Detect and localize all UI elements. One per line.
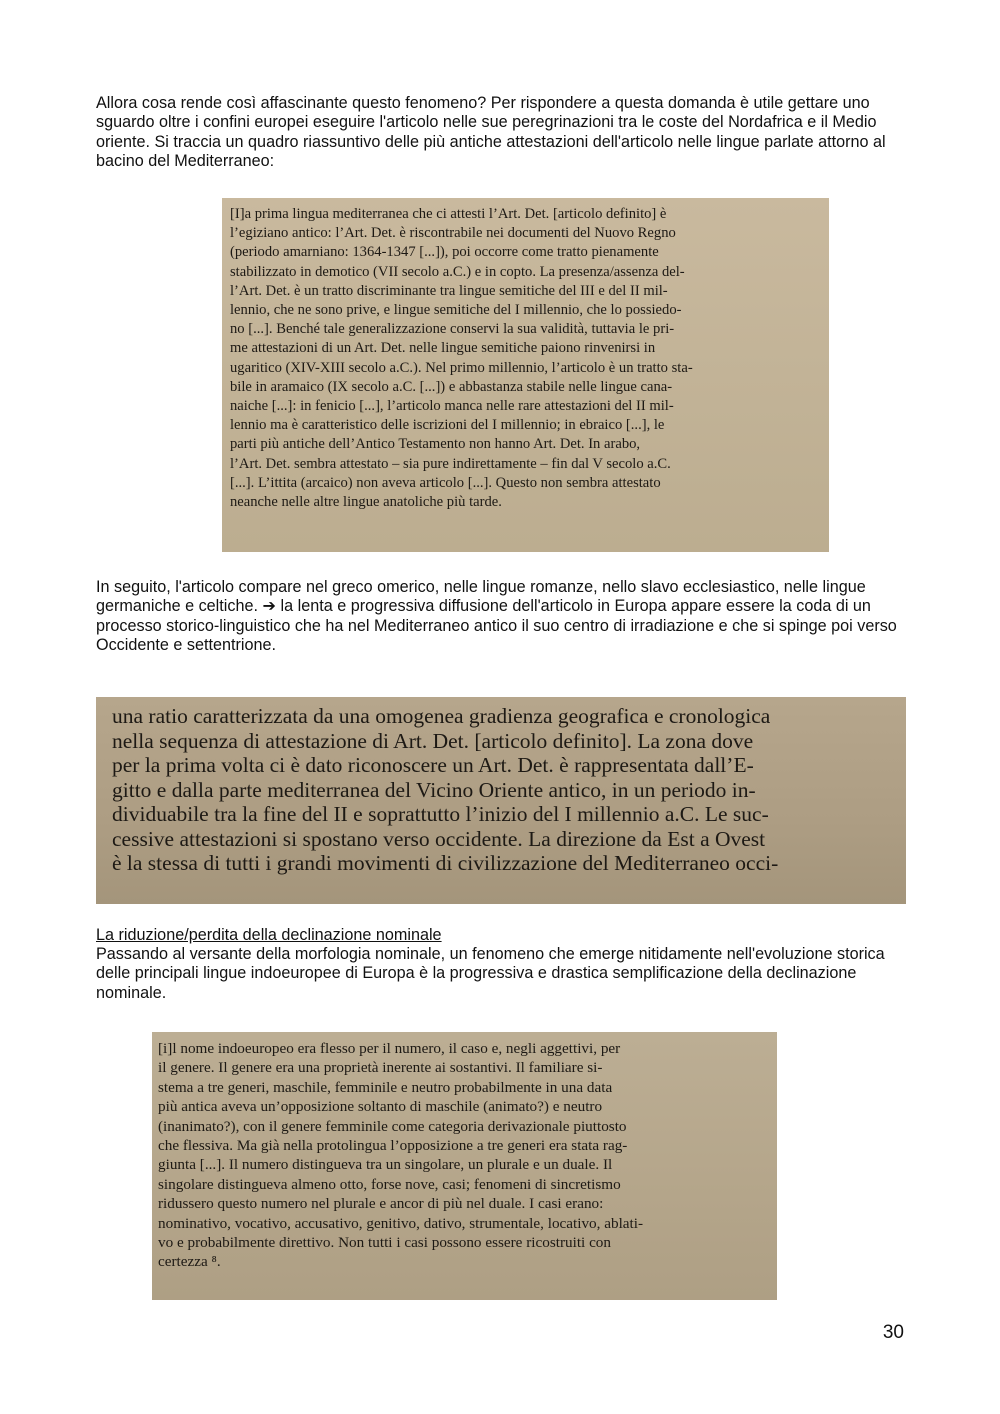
quote-line: è la stessa di tutti i grandi movimenti di civilizzazione del Mediterraneo occi- [112,851,779,875]
quote-line: no [...]. Benché tale generalizzazione conservi la sua validità, tuttavia le pri- [230,321,675,338]
quote-line: stabilizzato in demotico (VII secolo a.C.) e in copto. La presenza/assenza del- [230,263,685,280]
quote-line: bile in aramaico (IX secolo a.C. [...]) e abbastanza stabile nelle lingue cana- [230,378,673,395]
quote-line: l’Art. Det. sembra attestato – sia pure indirettamente – fin dal V secolo a.C. [230,455,671,472]
quote-line: naiche [...]: in fenicio [...], l’articolo manca nelle rare attestazioni del II mil- [230,398,674,415]
quote-line: più antica aveva un’opposizione soltanto di maschile (animato?) e neutro [158,1098,603,1116]
quote-line: giunta [...]. Il numero distingueva tra un singolare, un plurale e un duale. Il [158,1156,613,1174]
section-heading: La riduzione/perdita della declinazione nominale [96,926,442,944]
quote-line: singolare distingueva almeno otto, forse nove, casi; fenomeni di sincretismo [158,1175,621,1193]
quote-line: me attestazioni di un Art. Det. nelle lingue semitiche paiono rinvenirsi in [230,340,656,357]
diffusion-paragraph: In seguito, l'articolo compare nel greco omerico, nelle lingue romanze, nello slavo ecclesiastico, nelle lingue germaniche e celtiche. ➔ la lenta e progressiva diffusione dell'articolo in Europa appare essere la coda di un processo storico-linguistico che ha nel Mediterraneo antico il suo centro di irradiazione e che si spinge poi verso Occidente e settentrione. [96,578,897,655]
intro-paragraph: Allora cosa rende così affascinante questo fenomeno? Per rispondere a questa domanda è utile gettare uno sguardo oltre i confini europei eseguire l'articolo nelle sue peregrinazioni tra le coste del Nordafrica e il Medio oriente. Si traccia un quadro riassuntivo delle più antiche attestazioni dell'articolo nelle lingue parlate attorno al bacino del Mediterraneo: [96,94,886,171]
quote-line: dividuabile tra la fine del II e soprattutto l’inizio del I millennio a.C. Le suc- [112,802,769,826]
quote-line: nella sequenza di attestazione di Art. Det. [articolo definito]. La zona dove [112,728,754,753]
quote-line: l’egiziano antico: l’Art. Det. è riscontrabile nei documenti del Nuovo Regno [230,225,676,242]
quote-line: una ratio caratterizzata da una omogenea gradienza geografica e cronologica [112,704,771,728]
scanned-quote-gradienza [96,697,906,904]
quote-line: certezza ⁸. [158,1253,221,1271]
quote-line: per la prima volta ci è dato riconoscere un Art. Det. è rappresentata dall’E- [112,753,754,777]
quote-line: [i]l nome indoeuropeo era flesso per il numero, il caso e, negli aggettivi, per [158,1040,621,1057]
quote-line: [...]. L’ittita (arcaico) non aveva articolo [...]. Questo non sembra attestato [230,474,661,491]
quote-line: il genere. Il genere era una proprietà inerente ai sostantivi. Il familiare si- [158,1059,603,1077]
quote-line: vo e probabilmente direttivo. Non tutti i casi possono essere ricostruiti con [158,1234,611,1252]
quote-line: gitto e dalla parte mediterranea del Vicino Oriente antico, in un periodo in- [112,777,756,802]
quote-line: stema a tre generi, maschile, femminile e neutro probabilmente in una data [158,1078,613,1096]
quote-line: [I]a prima lingua mediterranea che ci attesti l’Art. Det. [articolo definito] è [230,206,667,222]
page-number: 30 [882,1322,904,1343]
quote-line: lennio ma è caratteristico delle iscrizioni del I millennio; in ebraico [...], le [230,417,665,434]
declension-paragraph: Passando al versante della morfologia nominale, un fenomeno che emerge nitidamente nell'evoluzione storica delle principali lingue indoeuropee di Europa è la progressiva e drastica semplificazione della declinazione nominale. [96,945,885,1002]
quote-line: (periodo amarniano: 1364-1347 [...]), poi occorre come tratto pienamente [230,244,659,261]
quote-line: parti più antiche dell’Antico Testamento non hanno Art. Det. In arabo, [230,436,641,453]
quote-line: lennio, che ne sono prive, e lingue semitiche del I millennio, che lo possiedo- [230,302,682,319]
scanned-quote-articolo-mediterraneo [222,198,829,552]
quote-line: nominativo, vocativo, accusativo, genitivo, dativo, strumentale, locativo, ablati- [158,1214,644,1232]
quote-line: ridussero questo numero nel plurale e ancor di più nel duale. I casi erano: [158,1195,604,1213]
quote-line: neanche nelle altre lingue anatoliche più tarde. [230,494,502,511]
quote-line: che flessiva. Ma già nella protolingua l’opposizione a tre generi era stata rag- [158,1137,628,1155]
quote-line: (inanimato?), con il genere femminile come categoria derivazionale piuttosto [158,1117,627,1135]
quote-line: l’Art. Det. è un tratto discriminante tra lingue semitiche del III e del II mil- [230,282,668,299]
scanned-quote-nome-indoeuropeo [152,1032,777,1300]
quote-line: cessive attestazioni si spostano verso occidente. La direzione da Est a Ovest [112,826,766,851]
quote-line: ugaritico (XIV-XIII secolo a.C.). Nel primo millennio, l’articolo è un tratto sta- [230,359,693,376]
